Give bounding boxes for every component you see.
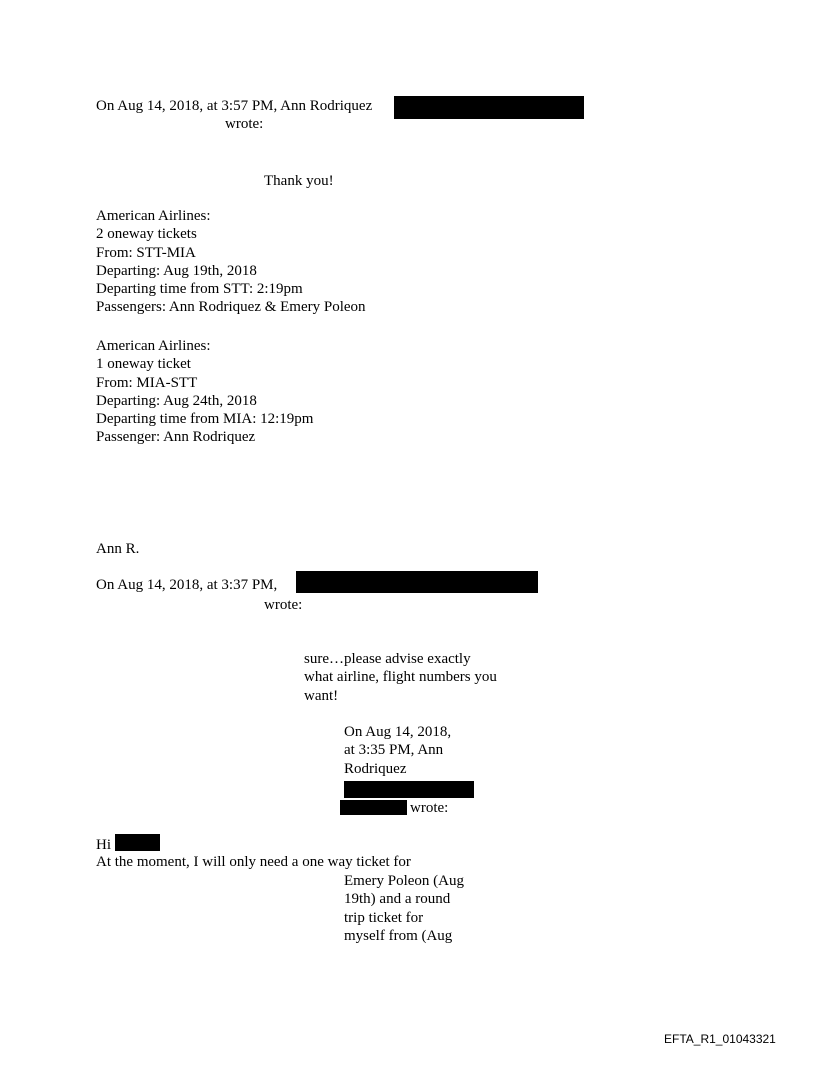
email-body [304, 650, 497, 705]
itinerary-line: American Airlines: [96, 338, 211, 354]
email-header-wrote: wrote: [264, 597, 303, 613]
itinerary-line: Passenger: Ann Rodriquez [96, 429, 256, 446]
redaction-box [296, 571, 538, 593]
email-body-line: what airline, flight numbers you [304, 669, 497, 686]
itinerary-line: From: STT-MIA [96, 244, 196, 261]
email-header-wrote: wrote: [225, 116, 264, 132]
redaction-box [394, 96, 584, 119]
email-greeting: Hi [96, 837, 111, 853]
email-body-line: Emery Poleon (Aug [344, 873, 464, 889]
email-header-line: On Aug 14, 2018, at 3:57 PM, Ann Rodriquez [96, 98, 373, 114]
email-body-line: At the moment, I will only need a one way ticket for [96, 854, 411, 870]
email-header-line: Rodriquez [344, 760, 407, 777]
redaction-box [344, 781, 474, 798]
itinerary-line: Departing: Aug 24th, 2018 [96, 392, 257, 409]
itinerary-block-outbound [96, 207, 366, 317]
email-signature: Ann R. [96, 541, 140, 557]
email-body [344, 872, 464, 945]
email-body-line: sure…please advise exactly [304, 651, 471, 667]
itinerary-line: American Airlines: [96, 208, 211, 224]
itinerary-line: 1 oneway ticket [96, 356, 191, 373]
email-header-line: at 3:35 PM, Ann [344, 742, 444, 759]
itinerary-line: From: MIA-STT [96, 374, 198, 391]
email-header-line: On Aug 14, 2018, [344, 724, 452, 740]
email-body-line: 19th) and a round [344, 891, 451, 908]
itinerary-line: Departing time from MIA: 12:19pm [96, 411, 314, 428]
email-greeting: Thank you! [264, 173, 334, 189]
itinerary-line: Departing: Aug 19th, 2018 [96, 262, 257, 279]
document-id-footer: EFTA_R1_01043321 [664, 1032, 776, 1046]
email-header-block [344, 723, 451, 778]
email-header-wrote: wrote: [410, 800, 449, 816]
itinerary-block-return [96, 337, 313, 447]
redaction-box [115, 834, 160, 851]
itinerary-line: 2 oneway tickets [96, 226, 197, 243]
redaction-box [340, 800, 407, 815]
email-body-line: myself from (Aug [344, 927, 453, 944]
itinerary-line: Departing time from STT: 2:19pm [96, 281, 303, 298]
email-header-line: On Aug 14, 2018, at 3:37 PM, [96, 577, 278, 593]
email-body-line: want! [304, 687, 339, 704]
itinerary-line: Passengers: Ann Rodriquez & Emery Poleon [96, 299, 366, 316]
email-body-line: trip ticket for [344, 909, 424, 926]
